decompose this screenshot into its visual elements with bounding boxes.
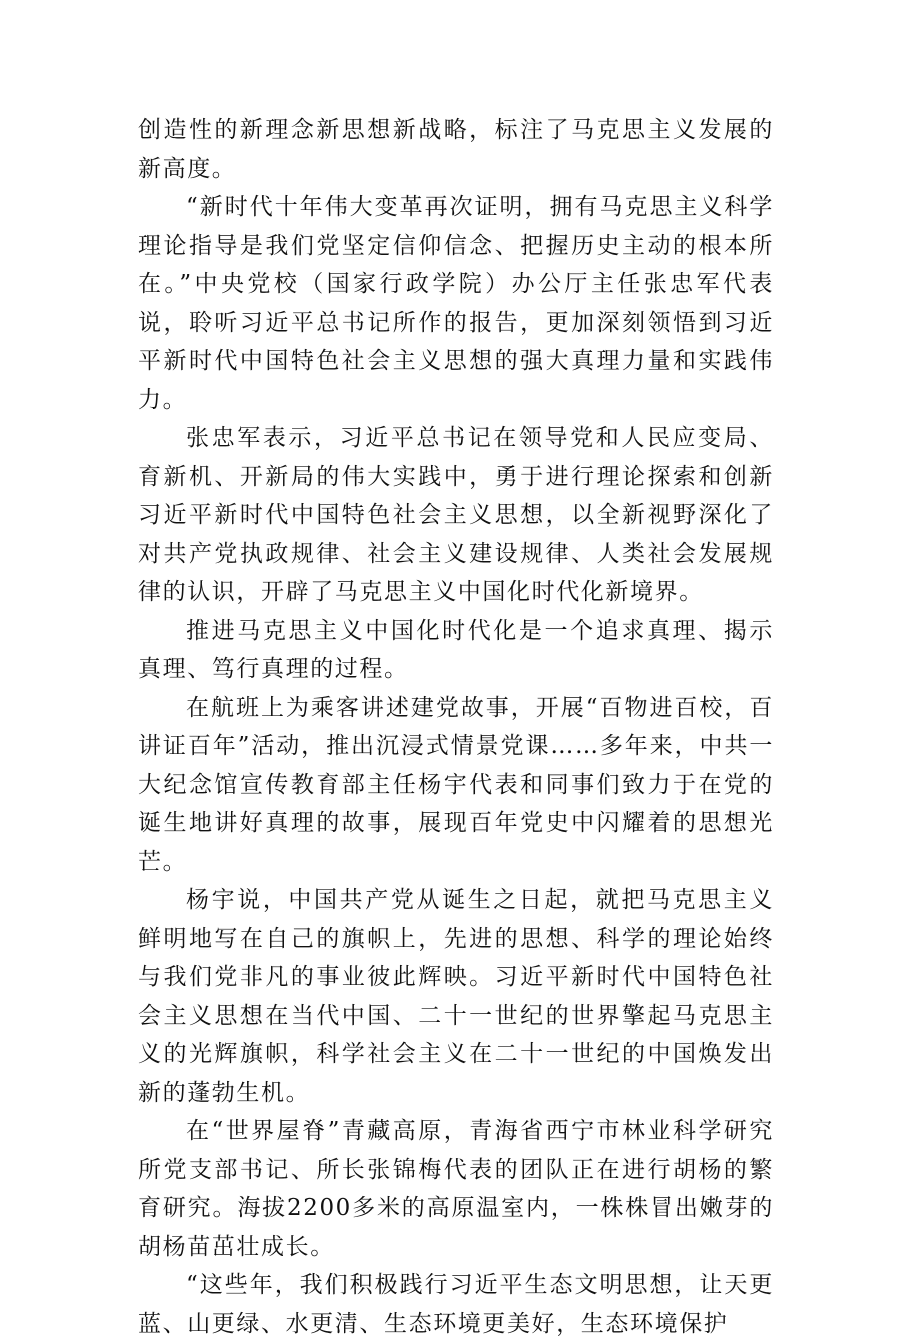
paragraph-5: 在航班上为乘客讲述建党故事，开展“百物进百校，百讲证百年”活动，推出沉浸式情景党课……多年来，中共一大纪念馆宣传教育部主任杨宇代表和同事们致力于在党的诞生地讲好真理的故事，展现百年党史中闪耀着的思想光芒。 — [138, 694, 774, 875]
paragraph-1: 创造性的新理念新思想新战略，标注了马克思主义发展的新高度。 — [138, 117, 774, 182]
paragraph-4: 推进马克思主义中国化时代化是一个追求真理、揭示真理、笃行真理的过程。 — [138, 617, 774, 682]
paragraph-3: 张忠军表示，习近平总书记在领导党和人民应变局、育新机、开新局的伟大实践中，勇于进行理论探索和创新习近平新时代中国特色社会主义思想，以全新视野深化了对共产党执政规律、社会主义建设规律、人类社会发展规律的认识，开辟了马克思主义中国化时代化新境界。 — [138, 425, 774, 605]
paragraph-2: “新时代十年伟大变革再次证明，拥有马克思主义科学理论指导是我们党坚定信仰信念、把握历史主动的根本所在。”中央党校（国家行政学院）办公厅主任张忠军代表说，聆听习近平总书记所作的报告，更加深刻领悟到习近平新时代中国特色社会主义思想的强大真理力量和实践伟力。 — [138, 194, 774, 413]
paragraph-7: 在“世界屋脊”青藏高原，青海省西宁市林业科学研究所党支部书记、所长张锦梅代表的团队正在进行胡杨的繁育研究。海拔2200多米的高原温室内，一株株冒出嫩芽的胡杨苗茁壮成长。 — [138, 1118, 774, 1260]
paragraph-8: “这些年，我们积极践行习近平生态文明思想，让天更蓝、山更绿、水更清、生态环境更美好，生态环境保护 — [138, 1272, 774, 1337]
document-body — [138, 111, 774, 1343]
paragraph-6: 杨宇说，中国共产党从诞生之日起，就把马克思主义鲜明地写在自己的旗帜上，先进的思想、科学的理论始终与我们党非凡的事业彼此辉映。习近平新时代中国特色社会主义思想在当代中国、二十一世纪的世界擎起马克思主义的光辉旗帜，科学社会主义在二十一世纪的中国焕发出新的蓬勃生机。 — [138, 887, 774, 1106]
